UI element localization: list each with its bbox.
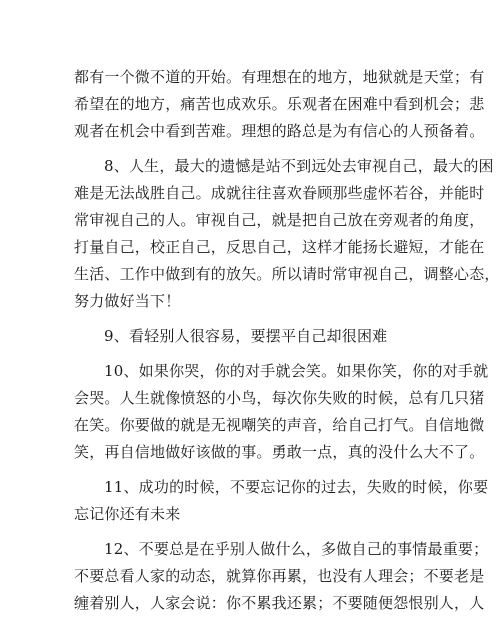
text-line: 笑，再自信地做好该做的事。勇敢一点，真的没什么大不了。 — [74, 443, 485, 461]
text-line: 观者在机会中看到苦难。理想的路总是为有信心的人预备着。 — [74, 122, 485, 140]
paragraph-11-line: 11、成功的时候，不要忘记你的过去，失败的时候，你要 — [104, 478, 489, 496]
text-line: 希望在的地方，痛苦也成欢乐。乐观者在困难中看到机会；悲 — [74, 95, 485, 113]
text-line: 忘记你还有未来 — [74, 505, 181, 523]
paragraph-gap — [74, 315, 426, 323]
paragraph-8-line: 8、人生，最大的遗憾是站不到远处去审视自己，最大的困 — [104, 157, 494, 175]
paragraph-12-line: 12、不要总是在乎别人做什么，多做自己的事情最重要； — [104, 540, 489, 558]
paragraph-gap — [74, 145, 426, 153]
text-line: 在笑。你要做的就是无视嘲笑的声音，给自己打气。自信地微 — [74, 416, 485, 434]
text-line: 打量自己，校正自己，反思自己，这样才能扬长避短，才能在 — [74, 238, 485, 256]
text-line: 努力做好当下！ — [74, 292, 181, 310]
paragraph-gap — [74, 466, 426, 474]
paragraph-9-line: 9、看轻别人很容易，要摆平自己却很困难 — [104, 327, 388, 345]
text-line: 都有一个微不道的开始。有理想在的地方，地狱就是天堂；有 — [74, 68, 485, 86]
paragraph-10-line: 10、如果你哭，你的对手就会笑。如果你笑，你的对手就 — [104, 362, 489, 380]
document-body — [74, 64, 500, 617]
text-line: 会哭。人生就像愤怒的小鸟，每次你失败的时候，总有几只猪 — [74, 389, 485, 407]
text-line: 生活、工作中做到有的放矢。所以请时常审视自己，调整心态， — [74, 265, 500, 283]
text-line: 缠着别人，人家会说：你不累我还累；不要随便怨恨别人，人 — [74, 594, 485, 612]
text-line: 常审视自己的人。审视自己，就是把自己放在旁观者的角度， — [74, 211, 485, 229]
text-line: 不要总看人家的动态，就算你再累，也没有人理会；不要老是 — [74, 567, 485, 585]
paragraph-gap — [74, 528, 426, 536]
paragraph-gap — [74, 350, 426, 358]
text-line: 难是无法战胜自己。成就往往喜欢眷顾那些虚怀若谷，并能时 — [74, 184, 485, 202]
